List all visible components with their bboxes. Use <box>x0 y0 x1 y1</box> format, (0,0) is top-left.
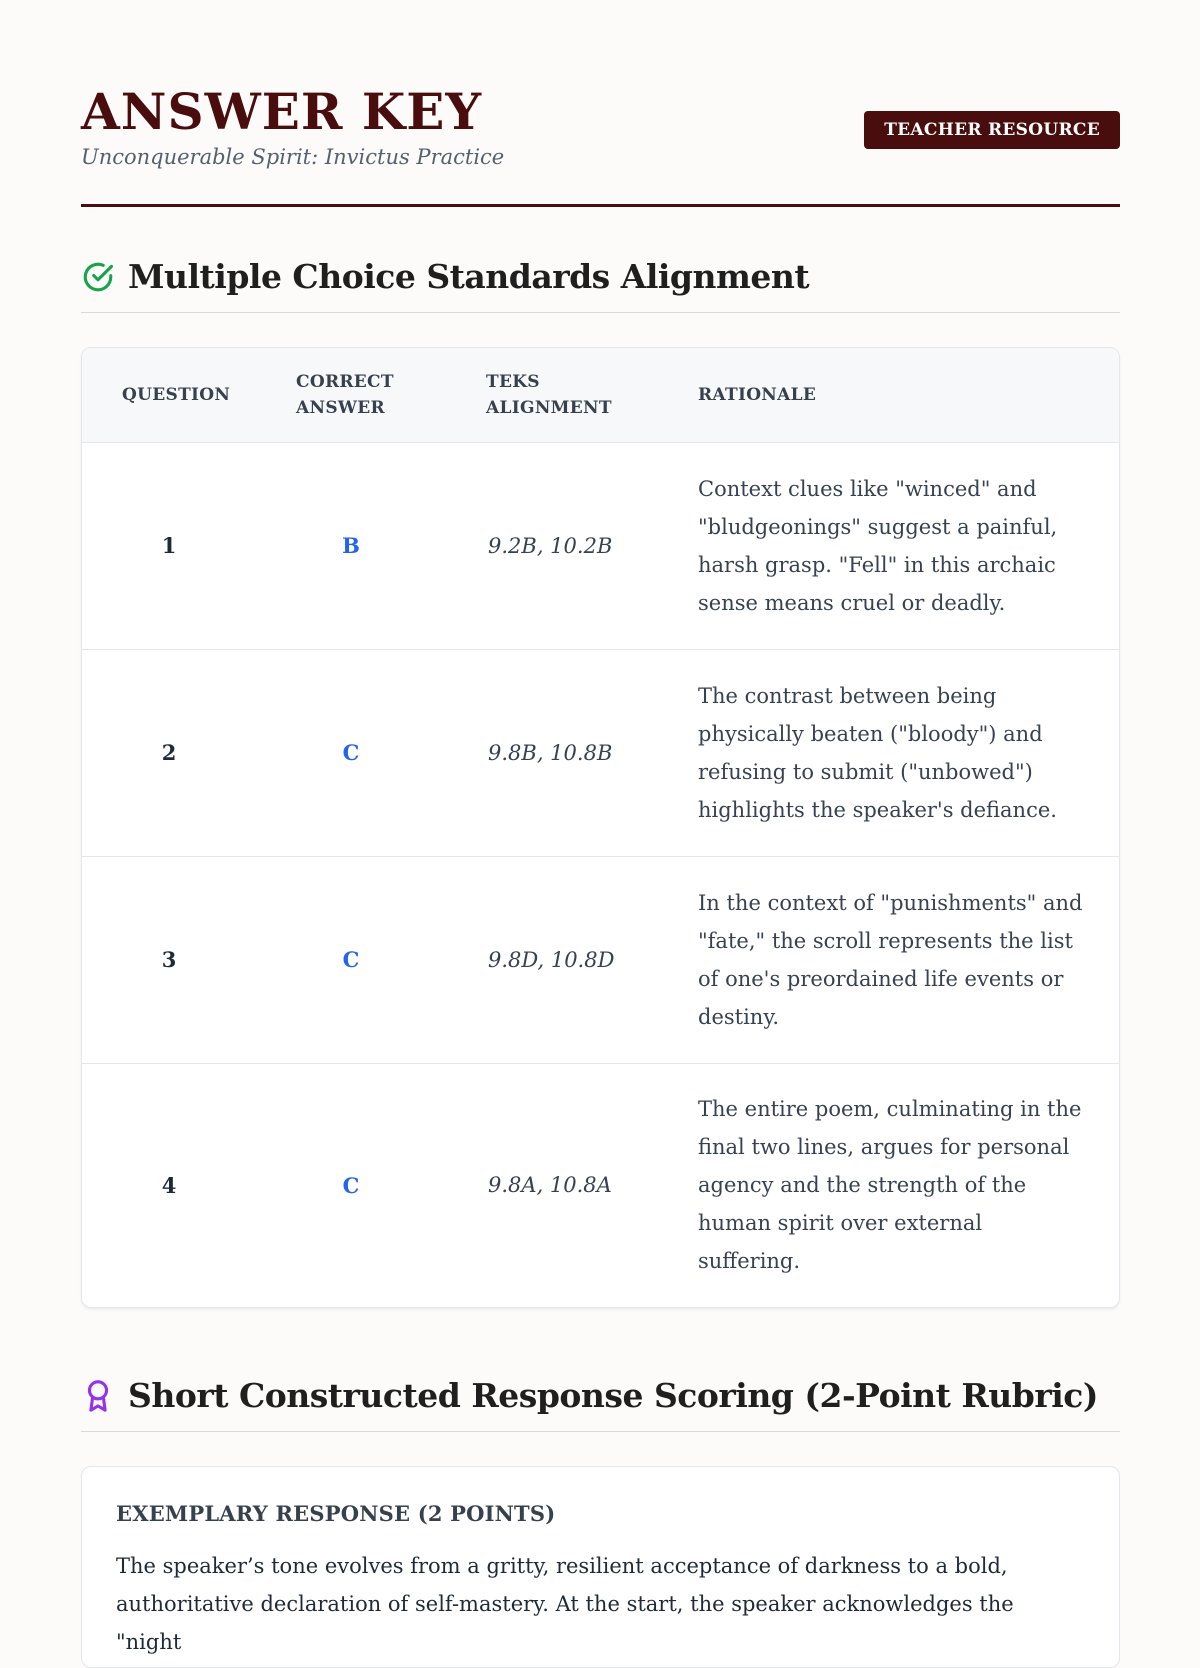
teks-alignment: 9.8D, 10.8D <box>446 856 658 1063</box>
rationale: The contrast between being physically beaten ("bloody") and refusing to submit ("unbowed") highlights the speaker's defiance. <box>658 649 1119 856</box>
rationale: The entire poem, culminating in the final two lines, argues for personal agency and the strength of the human spirit over external suffering. <box>698 1097 1082 1274</box>
correct-answer: B <box>256 442 446 649</box>
table-row <box>82 1063 1119 1307</box>
column-header-correct-answer: CORRECT ANSWER <box>256 348 446 442</box>
table-row <box>82 442 1119 649</box>
column-header-question: QUESTION <box>82 348 256 442</box>
exemplary-response-card <box>81 1466 1120 1668</box>
page-subtitle: Unconquerable Spirit: Invictus Practice <box>81 145 505 169</box>
check-circle-icon <box>81 260 115 294</box>
mc-section-heading <box>81 254 1120 313</box>
rationale: Context clues like "winced" and "bludgeonings" suggest a painful, harsh grasp. "Fell" in this archaic sense means cruel or deadly. <box>658 442 1119 649</box>
document-header <box>81 0 1120 207</box>
exemplary-response-text: The speaker’s tone evolves from a gritty, resilient acceptance of darkness to a bold, authoritative declaration of self-mastery. At the start, the speaker acknowledges the "night <box>116 1554 1014 1654</box>
question-number: 2 <box>82 649 256 856</box>
table-header-row <box>82 348 1119 442</box>
exemplary-response-title: EXEMPLARY RESPONSE (2 POINTS) <box>116 1501 556 1526</box>
rationale: In the context of "punishments" and "fate," the scroll represents the list of one's preordained life events or destiny. <box>658 856 1119 1063</box>
table-row <box>82 649 1119 856</box>
award-ribbon-icon <box>81 1379 115 1413</box>
correct-answer: C <box>256 856 446 1063</box>
column-header-rationale: RATIONALE <box>658 348 1119 442</box>
teks-alignment: 9.8A, 10.8A <box>488 1173 612 1198</box>
page-title: ANSWER KEY <box>81 82 483 141</box>
teacher-resource-badge: TEACHER RESOURCE <box>864 111 1120 149</box>
scr-section-heading <box>81 1373 1120 1432</box>
teks-alignment: 9.8B, 10.8B <box>446 649 658 856</box>
standards-alignment-table-card <box>81 347 1120 1308</box>
question-number: 3 <box>82 856 256 1063</box>
correct-answer: C <box>256 649 446 856</box>
teks-alignment: 9.2B, 10.2B <box>446 442 658 649</box>
question-number: 1 <box>82 442 256 649</box>
mc-section-title: Multiple Choice Standards Alignment <box>128 257 810 296</box>
question-number: 4 <box>161 1172 177 1198</box>
scr-section-title: Short Constructed Response Scoring (2-Point Rubric) <box>128 1376 1098 1415</box>
table-row <box>82 856 1119 1063</box>
answer-key-page <box>81 0 1120 1654</box>
standards-alignment-table <box>82 348 1119 1307</box>
column-header-teks-alignment: TEKS ALIGNMENT <box>446 348 658 442</box>
correct-answer: C <box>342 1172 360 1198</box>
